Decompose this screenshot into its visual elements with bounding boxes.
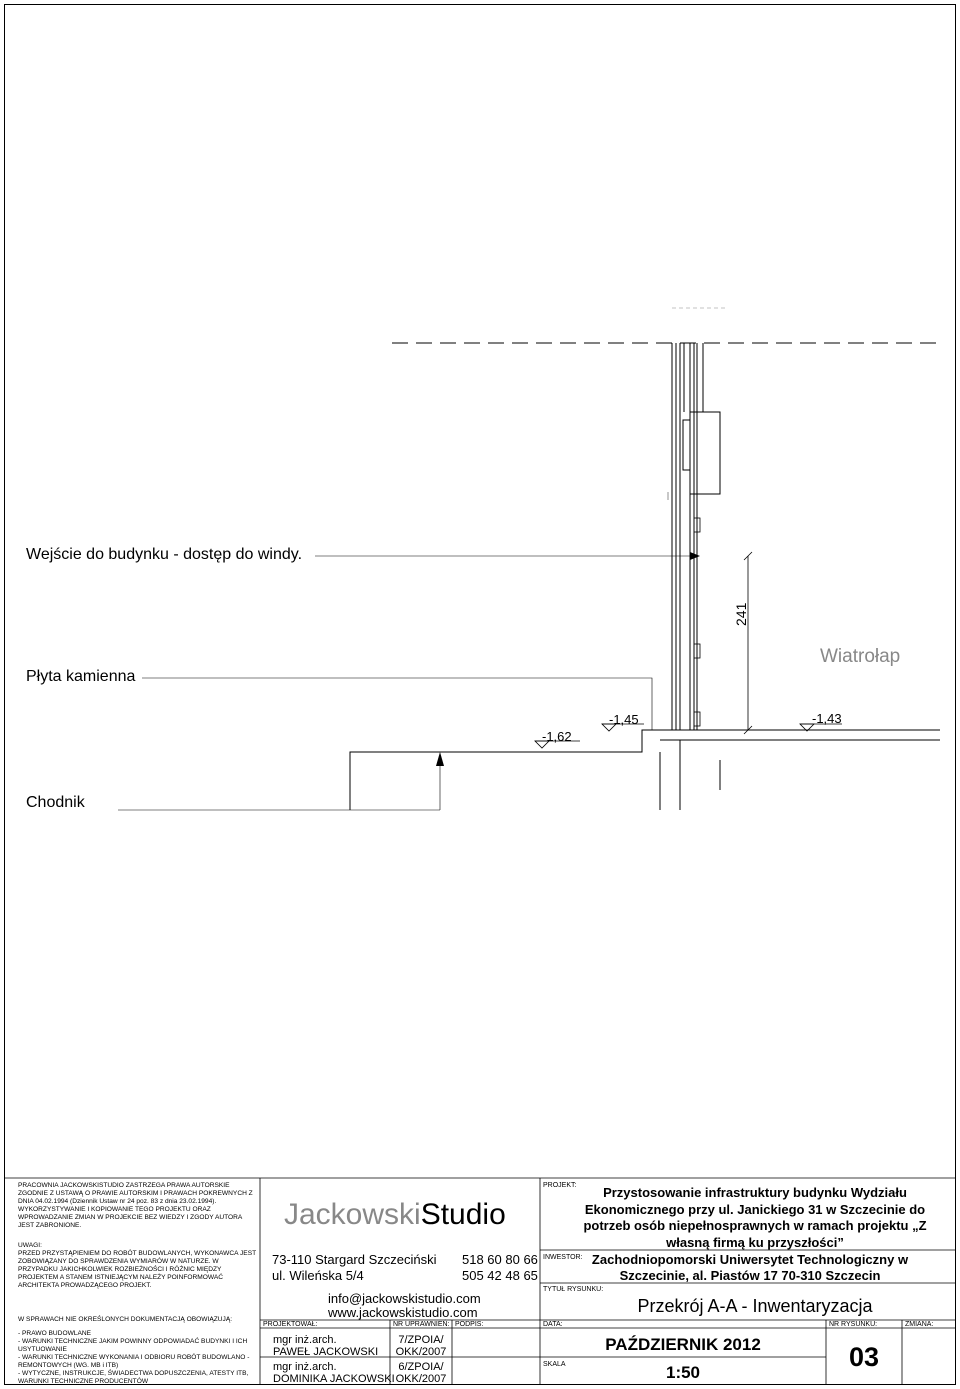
drawing-number: 03 <box>848 1342 880 1372</box>
regulations-item: - PRAWO BUDOWLANE <box>18 1330 92 1337</box>
leader-stone <box>142 678 652 730</box>
regulations-item: - WARUNKI TECHNICZNE WYKONANIA I ODBIORU ROBÓT BUDOWLANO - REMONTOWYCH (WG. MB i ITB) <box>18 1354 250 1369</box>
date-value: PAŹDZIERNIK 2012 <box>605 1335 761 1354</box>
door-frame <box>672 343 703 730</box>
designer2-license-1: 6/ZPOIA/ <box>398 1361 444 1373</box>
investor-text: Zachodniopomorski Uniwersytet Technologiczny w Szczecinie, al. Piastów 17 70-310 Szczecin <box>591 1252 909 1283</box>
change-label: ZMIANA: <box>905 1321 934 1328</box>
date-label: DATA: <box>543 1321 563 1328</box>
drawing-title: Przekrój A-A - Inwentaryzacja <box>637 1296 873 1316</box>
designer1-title: mgr inż.arch. <box>273 1334 337 1346</box>
level-label-145: -1,45 <box>609 712 639 727</box>
drawing-no-label: NR RYSUNKU: <box>829 1321 878 1328</box>
remarks-title: UWAGI: <box>18 1242 42 1249</box>
floor-profile <box>350 730 940 810</box>
label-entrance: Wejście do budynku - dostęp do windy. <box>26 546 303 563</box>
scale-value: 1:50 <box>665 1363 701 1382</box>
studio-logo-black: Studio <box>420 1198 506 1231</box>
studio-website[interactable]: www.jackowskistudio.com <box>328 1305 478 1320</box>
scale-label: SKALA <box>543 1361 566 1368</box>
level-label-162: -1,62 <box>542 729 572 744</box>
studio-phone-2: 505 42 48 65 <box>462 1268 538 1283</box>
signature-label: PODPIS: <box>455 1321 484 1328</box>
regulations-title: W SPRAWACH NIE OKREŚLONYCH DOKUMENTACJĄ OBOWIĄZUJĄ: <box>18 1316 233 1323</box>
project-text: Przystosowanie infrastruktury budynku Wydziału Ekonomicznego przy ul. Janickiego 31 w Szczecinie do potrzeb osób niepełnosprawnych w ramach projektu „Z własną firmą ku przyszłości” <box>583 1185 927 1250</box>
designed-label: PROJEKTOWAŁ: <box>263 1321 318 1328</box>
level-label-143: -1,43 <box>812 711 842 726</box>
regulations-item: - WARUNKI TECHNICZNE JAKIM POWINNY ODPOWIADAĆ BUDYNKI I ICH USYTUOWANIE <box>18 1338 248 1353</box>
label-vestibule: Wiatrołap <box>820 646 901 667</box>
designer2-title: mgr inż.arch. <box>273 1361 337 1373</box>
designer2-license-2: OKK/2007 <box>395 1373 447 1385</box>
studio-address-2: ul. Wileńska 5/4 <box>272 1268 364 1283</box>
designer1-license-1: 7/ZPOIA/ <box>398 1334 444 1346</box>
arrow-slab <box>436 752 444 766</box>
regulations-item: - WYTYCZNE, INSTRUKCJE, ŚWIADECTWA DOPUSZCZENIA, ATESTY ITB, WARUNKI TECHNICZNE PRODUCENTÓW <box>18 1370 249 1385</box>
studio-phone-1: 518 60 80 66 <box>462 1252 538 1267</box>
studio-email[interactable]: info@jackowskistudio.com <box>328 1291 481 1306</box>
drawing-title-label: TYTUŁ RYSUNKU: <box>543 1286 604 1293</box>
project-label: PROJEKT: <box>543 1182 577 1189</box>
studio-logo-gray: Jackowski <box>284 1198 421 1231</box>
license-label: NR UPRAWNIEŃ: <box>393 1321 450 1328</box>
designer2-name: DOMINIKA JACKOWSKI <box>273 1373 395 1385</box>
designer1-license-2: OKK/2007 <box>395 1346 447 1358</box>
copyright-note: PRACOWNIA JACKOWSKISTUDIO ZASTRZEGA PRAWA AUTORSKIE ZGODNIE Z USTAWĄ O PRAWIE AUTORSKIM I PRAWACH POKREWNYCH Z DNIA 04.02.1994 (Dziennik Ustaw nr 24 poz. 83 z dnia 23.02.1994). WYKORZYSTYWANIE I KOPIOWANIE TEGO PROJEKTU ORAZ WPROWADZANIE ZMIAN W PROJEKCIE BEZ WIEDZY I ZGODY AUTORA JEST ZABRONIONE. <box>18 1182 253 1229</box>
investor-label: INWESTOR: <box>543 1254 583 1261</box>
remarks-note: PRZED PRZYSTĄPIENIEM DO ROBÓT BUDOWLANYCH, WYKONAWCA JEST ZOBOWIĄZANY DO SPRAWDZENIA WYMIARÓW W NATURZE. W PRZYPADKU JAKICHKOLWIEK ROZBIEŻNOŚCI I RÓŻNIC MIĘDZY PROJEKTEM A STANEM ISTNIEJĄCYM NALEŻY POINFORMOWAĆ ARCHITEKTA PROWADZĄCEGO PROJEKT. <box>18 1250 257 1289</box>
studio-logo <box>284 1198 506 1232</box>
arrow-door <box>690 552 700 560</box>
studio-address-1: 73-110 Stargard Szczeciński <box>272 1252 437 1267</box>
designer1-name: PAWEŁ JACKOWSKI <box>273 1346 379 1358</box>
dimension-label-241: 241 <box>733 602 749 626</box>
label-sidewalk: Chodnik <box>26 794 85 811</box>
door-closer <box>683 412 720 494</box>
label-stone-slab: Płyta kamienna <box>26 668 136 685</box>
